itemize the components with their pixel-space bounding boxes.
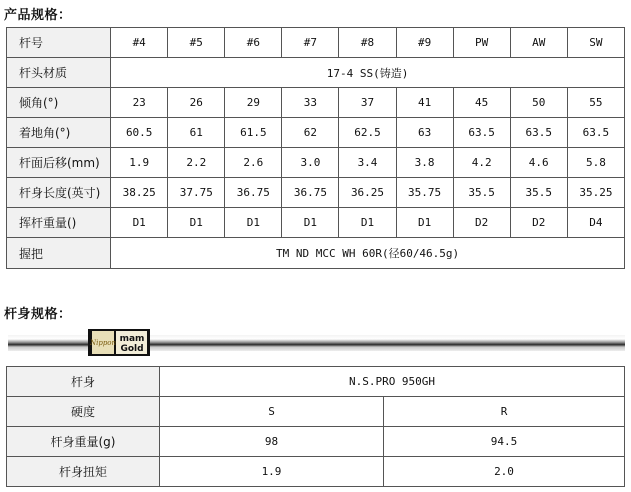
lie-row: [7, 118, 625, 148]
club-cell: #9: [396, 28, 453, 58]
material-value: 17-4 SS(铸造): [111, 58, 625, 88]
swing-weight-cell: D1: [282, 208, 339, 238]
shaft-torque-label: 杆身扭矩: [7, 457, 160, 487]
club-cell: SW: [567, 28, 624, 58]
shaft-band-brand: Nippon: [89, 339, 117, 347]
swing-weight-label: 挥杆重量(): [7, 208, 111, 238]
shaft-spec-table: [6, 366, 625, 487]
offset-cell: 5.8: [567, 148, 624, 178]
loft-cell: 26: [168, 88, 225, 118]
length-cell: 38.25: [111, 178, 168, 208]
club-cell: AW: [510, 28, 567, 58]
swing-weight-cell: D1: [168, 208, 225, 238]
club-number-row: [7, 28, 625, 58]
shaft-spec-title: 杆身规格：: [4, 307, 72, 322]
length-cell: 37.75: [168, 178, 225, 208]
offset-row: [7, 148, 625, 178]
shaft-model-row: [7, 367, 625, 397]
loft-cell: 23: [111, 88, 168, 118]
shaft-model-value: N.S.PRO 950GH: [160, 367, 625, 397]
offset-cell: 3.8: [396, 148, 453, 178]
length-cell: 35.25: [567, 178, 624, 208]
shaft-band-gold: Gold: [120, 344, 144, 354]
loft-cell: 29: [225, 88, 282, 118]
lie-cell: 61: [168, 118, 225, 148]
lie-cell: 60.5: [111, 118, 168, 148]
offset-cell: 3.4: [339, 148, 396, 178]
lie-cell: 62: [282, 118, 339, 148]
lie-cell: 63.5: [510, 118, 567, 148]
material-row: [7, 58, 625, 88]
offset-cell: 4.2: [453, 148, 510, 178]
loft-label: 倾角(°): [7, 88, 111, 118]
shaft-model-label: 杆身: [7, 367, 160, 397]
swing-weight-row: [7, 208, 625, 238]
shaft-weight-cell: 98: [160, 427, 384, 457]
length-cell: 35.5: [453, 178, 510, 208]
offset-cell: 2.6: [225, 148, 282, 178]
length-cell: 35.75: [396, 178, 453, 208]
club-cell: #4: [111, 28, 168, 58]
lie-cell: 63: [396, 118, 453, 148]
loft-cell: 45: [453, 88, 510, 118]
lie-cell: 63.5: [567, 118, 624, 148]
shaft-flex-row: [7, 397, 625, 427]
offset-cell: 3.0: [282, 148, 339, 178]
lie-cell: 61.5: [225, 118, 282, 148]
grip-value: TM ND MCC WH 60R(径60/46.5g): [111, 238, 625, 269]
shaft-flex-label: 硬度: [7, 397, 160, 427]
loft-cell: 55: [567, 88, 624, 118]
swing-weight-cell: D2: [453, 208, 510, 238]
loft-cell: 37: [339, 88, 396, 118]
shaft-torque-cell: 2.0: [384, 457, 625, 487]
swing-weight-cell: D4: [567, 208, 624, 238]
club-cell: #6: [225, 28, 282, 58]
swing-weight-cell: D1: [339, 208, 396, 238]
club-cell: #5: [168, 28, 225, 58]
product-spec-table: [6, 27, 625, 269]
material-label: 杆头材质: [7, 58, 111, 88]
shaft-band-model: mam: [119, 334, 145, 344]
length-label: 杆身长度(英寸): [7, 178, 111, 208]
grip-label: 握把: [7, 238, 111, 269]
loft-cell: 33: [282, 88, 339, 118]
club-number-label: 杆号: [7, 28, 111, 58]
swing-weight-cell: D2: [510, 208, 567, 238]
shaft-weight-row: [7, 427, 625, 457]
swing-weight-cell: D1: [225, 208, 282, 238]
length-cell: 35.5: [510, 178, 567, 208]
offset-cell: 2.2: [168, 148, 225, 178]
swing-weight-cell: D1: [111, 208, 168, 238]
product-spec-title: 产品规格：: [4, 8, 72, 23]
swing-weight-cell: D1: [396, 208, 453, 238]
loft-cell: 41: [396, 88, 453, 118]
length-cell: 36.75: [225, 178, 282, 208]
lie-cell: 62.5: [339, 118, 396, 148]
lie-label: 着地角(°): [7, 118, 111, 148]
grip-row: [7, 238, 625, 269]
club-cell: #7: [282, 28, 339, 58]
club-cell: PW: [453, 28, 510, 58]
shaft-torque-row: [7, 457, 625, 487]
shaft-weight-label: 杆身重量(g): [7, 427, 160, 457]
shaft-image: [8, 327, 625, 357]
shaft-torque-cell: 1.9: [160, 457, 384, 487]
club-cell: #8: [339, 28, 396, 58]
offset-label: 杆面后移(mm): [7, 148, 111, 178]
offset-cell: 1.9: [111, 148, 168, 178]
loft-cell: 50: [510, 88, 567, 118]
shaft-flex-cell: S: [160, 397, 384, 427]
loft-row: [7, 88, 625, 118]
shaft-flex-cell: R: [384, 397, 625, 427]
shaft-weight-cell: 94.5: [384, 427, 625, 457]
length-row: [7, 178, 625, 208]
lie-cell: 63.5: [453, 118, 510, 148]
offset-cell: 4.6: [510, 148, 567, 178]
length-cell: 36.25: [339, 178, 396, 208]
length-cell: 36.75: [282, 178, 339, 208]
